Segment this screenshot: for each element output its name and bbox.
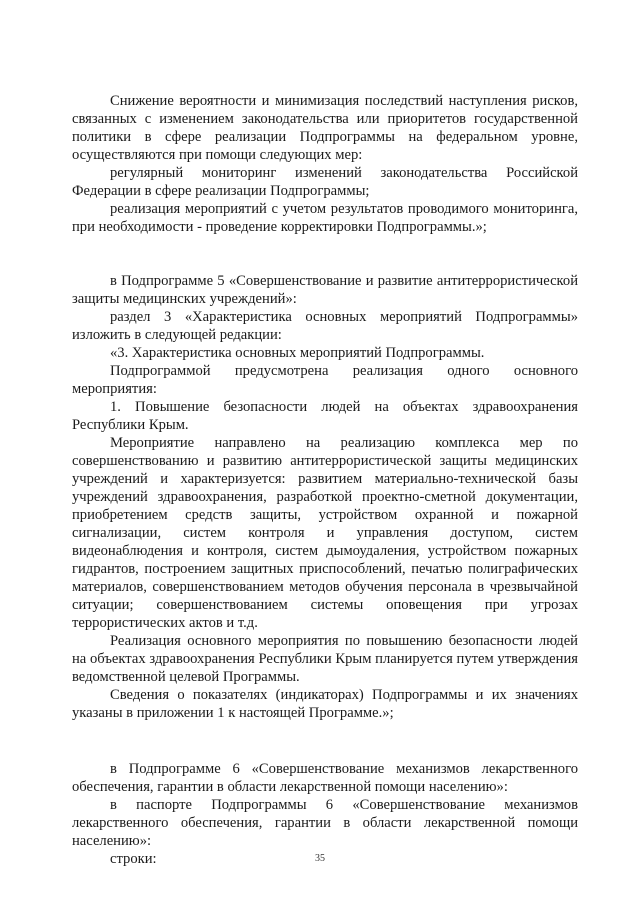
paragraph-subprogram-5: в Подпрограмме 5 «Совершенствование и развитие антитеррористической защиты медицинских учреждений»:	[72, 273, 578, 307]
paragraph-monitoring: регулярный мониторинг изменений законодательства Российской Федерации в сфере реализации Подпрограммы;	[72, 165, 578, 199]
paragraph-implementation: реализация мероприятий с учетом результатов проводимого мониторинга, при необходимости - проведение корректировки Подпрограммы.»;	[72, 201, 578, 235]
paragraph-rows: строки:	[110, 851, 157, 867]
paragraph-realization: Реализация основного мероприятия по повышению безопасности людей на объектах здравоохранения Республики Крым планируется путем утверждения ведомственной целевой Программы.	[72, 633, 578, 685]
paragraph-section-3: раздел 3 «Характеристика основных мероприятий Подпрограммы» изложить в следующей редакции:	[72, 309, 578, 343]
paragraph-spacer	[72, 722, 578, 760]
paragraph-indicators: Сведения о показателях (индикаторах) Подпрограммы и их значениях указаны в приложении 1 к настоящей Программе.»;	[72, 687, 578, 721]
paragraph-item-1: 1. Повышение безопасности людей на объектах здравоохранения Республики Крым.	[72, 399, 578, 433]
paragraph-subprogram-6: в Подпрограмме 6 «Совершенствование механизмов лекарственного обеспечения, гарантии в области лекарственной помощи населению»:	[72, 761, 578, 795]
paragraph-activity-description: Мероприятие направлено на реализацию комплекса мер по совершенствованию и развитию антитеррористической защиты медицинских учреждений и характеризуется: развитием материально-технической базы учреждений здравоохранения, разработкой проектно-сметной документации, приобретением средств защиты, устройством охранной и пожарной сигнализации, систем контроля и управления доступом, систем видеонаблюдения и контроля, систем дымоудаления, устройством пожарных гидрантов, построением защитных приспособлений, печатью полиграфических материалов, совершенствованием методов обучения персонала в чрезвычайной ситуации; совершенствованием системы оповещения при угрозах террористических актов и т.д.	[72, 435, 578, 631]
document-body	[72, 92, 578, 868]
paragraph-main-activity: Подпрограммой предусмотрена реализация одного основного мероприятия:	[72, 363, 578, 397]
paragraph-passport: в паспорте Подпрограммы 6 «Совершенствование механизмов лекарственного обеспечения, гарантии в области лекарственной помощи населению»:	[72, 797, 578, 849]
page-number: 35	[315, 853, 325, 864]
paragraph-section-3-heading: «3. Характеристика основных мероприятий Подпрограммы.	[110, 345, 485, 361]
paragraph-risk-reduction: Снижение вероятности и минимизация последствий наступления рисков, связанных с изменением законодательства или приоритетов государственной политики в сфере реализации Подпрограммы на федеральном уровне, осуществляются при помощи следующих мер:	[72, 93, 578, 163]
paragraph-spacer	[72, 236, 578, 272]
